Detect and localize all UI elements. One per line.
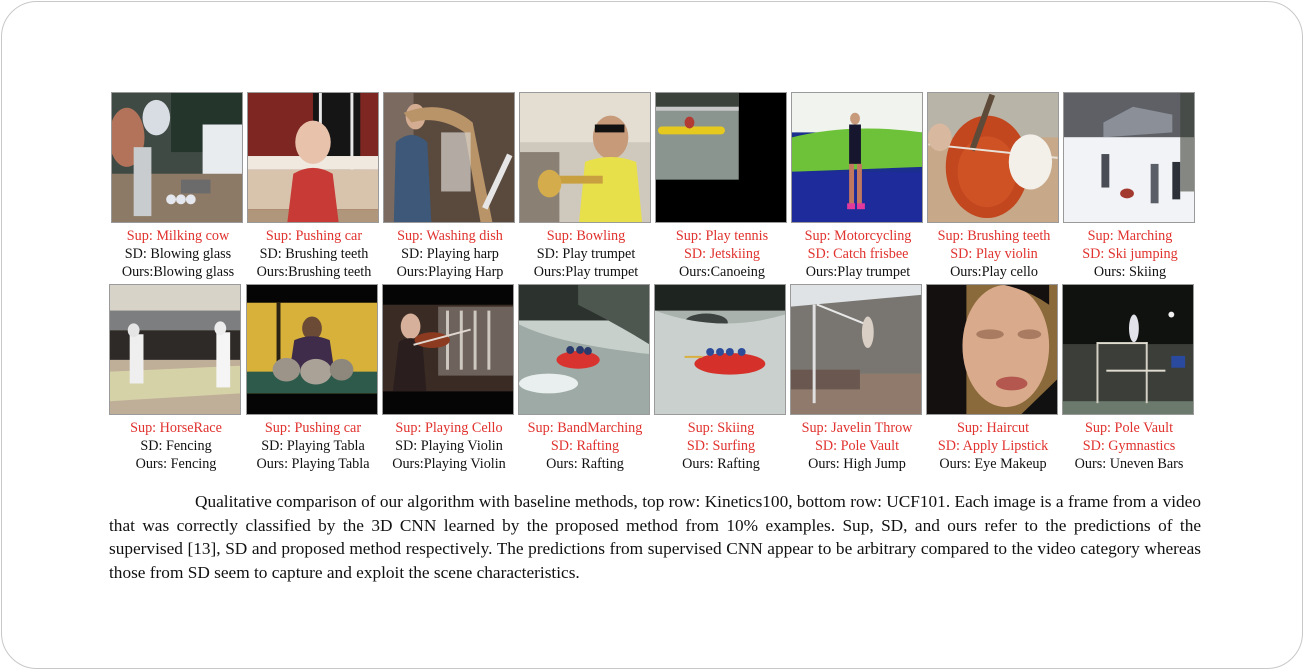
ours-label: Ours:Playing Harp: [396, 264, 504, 280]
prediction-labels: [236, 419, 390, 473]
sd-label: SD: Gymnastics: [1082, 438, 1176, 454]
sd-label: SD: Brushing teeth: [259, 246, 369, 262]
sd-label: SD: Playing Violin: [395, 438, 503, 454]
video-frame-raft-in-whitewater: [654, 284, 786, 415]
sup-label: Sup: Javelin Throw: [801, 420, 913, 436]
sd-label: SD: Play violin: [950, 246, 1038, 262]
ours-label: Ours: Eye Makeup: [939, 456, 1047, 472]
sup-label: Sup: Milking cow: [126, 228, 230, 244]
video-frame-eye-makeup-closeup: [926, 284, 1058, 415]
prediction-labels: [1053, 227, 1207, 281]
sd-label: SD: Pole Vault: [814, 438, 900, 454]
video-frame-uneven-bars-gymnast: [1062, 284, 1194, 415]
prediction-labels: [508, 419, 662, 473]
top-row: [109, 92, 1199, 282]
prediction-labels: [101, 227, 255, 281]
sup-label: Sup: Bowling: [546, 228, 626, 244]
sd-label: SD: Play trumpet: [536, 246, 636, 262]
ours-label: Ours:Play trumpet: [533, 264, 639, 280]
ours-label: Ours:Blowing glass: [121, 264, 235, 280]
prediction-labels: [781, 227, 935, 281]
ours-label: Ours:Canoeing: [679, 264, 765, 280]
caption-text: Qualitative comparison of our algorithm with baseline methods, top row: Kinetics100, bottom row: UCF101. Each image is a frame from a video that was correctly classified by the 3D CNN learned by the proposed method from 10% examples. Sup, SD, and ours refer to the predictions of the supervised [13], SD and proposed method respectively. The predictions from supervised CNN appear to be arbitrary compared to the video category whereas those from SD seem to capture and exploit the scene characteristics.: [109, 492, 1201, 582]
ours-label: Ours: Fencing: [135, 456, 217, 472]
video-frame-ski-slope: [1063, 92, 1195, 223]
sd-label: SD: Fencing: [140, 438, 212, 454]
prediction-labels: [1052, 419, 1206, 473]
ours-label: Ours: Rafting: [682, 456, 760, 472]
sup-label: Sup: Haircut: [956, 420, 1030, 436]
figure-card: [1, 1, 1303, 669]
prediction-labels: [645, 227, 799, 281]
video-frame-fencing-match: [109, 284, 241, 415]
sd-label: SD: Apply Lipstick: [937, 438, 1049, 454]
prediction-labels: [780, 419, 934, 473]
prediction-labels: [917, 227, 1071, 281]
prediction-labels: [509, 227, 663, 281]
video-frame-woman-playing-harp: [383, 92, 515, 223]
ours-label: Ours: Skiing: [1093, 264, 1167, 280]
prediction-labels: [916, 419, 1070, 473]
ours-label: Ours: High Jump: [808, 456, 906, 472]
video-frame-glass-blowing: [111, 92, 243, 223]
sup-label: Sup: Pole Vault: [1084, 420, 1174, 436]
ours-label: Ours:Brushing teeth: [256, 264, 372, 280]
video-frame-woman-playing-tabla: [246, 284, 378, 415]
video-frame-boy-playing-trumpet: [519, 92, 651, 223]
bottom-row: [109, 284, 1199, 474]
ours-label: Ours:Play cello: [950, 264, 1038, 280]
sup-label: Sup: Motorcycling: [804, 228, 912, 244]
sd-label: SD: Surfing: [686, 438, 756, 454]
sup-label: Sup: Washing dish: [397, 228, 503, 244]
sd-label: SD: Rafting: [550, 438, 620, 454]
video-frame-baby-brushing-teeth: [247, 92, 379, 223]
sd-label: SD: Playing Tabla: [261, 438, 365, 454]
video-frame-kayak-on-water: [655, 92, 787, 223]
sd-label: SD: Playing harp: [401, 246, 499, 262]
prediction-labels: [237, 227, 391, 281]
ours-label: Ours:Playing Violin: [392, 456, 506, 472]
sup-label: Sup: Pushing car: [264, 420, 362, 436]
sup-label: Sup: Brushing teeth: [937, 228, 1051, 244]
video-frame-high-jump-stadium: [790, 284, 922, 415]
sd-label: SD: Jetskiing: [683, 246, 761, 262]
sup-label: Sup: Pushing car: [265, 228, 363, 244]
sd-label: SD: Catch frisbee: [807, 246, 909, 262]
ours-label: Ours:Play trumpet: [805, 264, 911, 280]
sup-label: Sup: Marching: [1087, 228, 1173, 244]
sd-label: SD: Blowing glass: [124, 246, 232, 262]
prediction-labels: [644, 419, 798, 473]
sd-label: SD: Ski jumping: [1082, 246, 1178, 262]
prediction-labels: [99, 419, 253, 473]
video-frame-person-on-grass: [791, 92, 923, 223]
sup-label: Sup: Playing Cello: [395, 420, 503, 436]
ours-label: Ours: Playing Tabla: [256, 456, 370, 472]
sup-label: Sup: Play tennis: [675, 228, 769, 244]
ours-label: Ours: Uneven Bars: [1074, 456, 1184, 472]
ours-label: Ours: Rafting: [546, 456, 624, 472]
sup-label: Sup: BandMarching: [527, 420, 643, 436]
prediction-labels: [373, 227, 527, 281]
video-frame-rafting-rapids: [518, 284, 650, 415]
figure-caption: [109, 490, 1201, 584]
sup-label: Sup: Skiing: [687, 420, 755, 436]
sup-label: Sup: HorseRace: [130, 420, 222, 436]
prediction-labels: [372, 419, 526, 473]
video-frame-girl-playing-violin: [382, 284, 514, 415]
video-frame-playing-cello: [927, 92, 1059, 223]
